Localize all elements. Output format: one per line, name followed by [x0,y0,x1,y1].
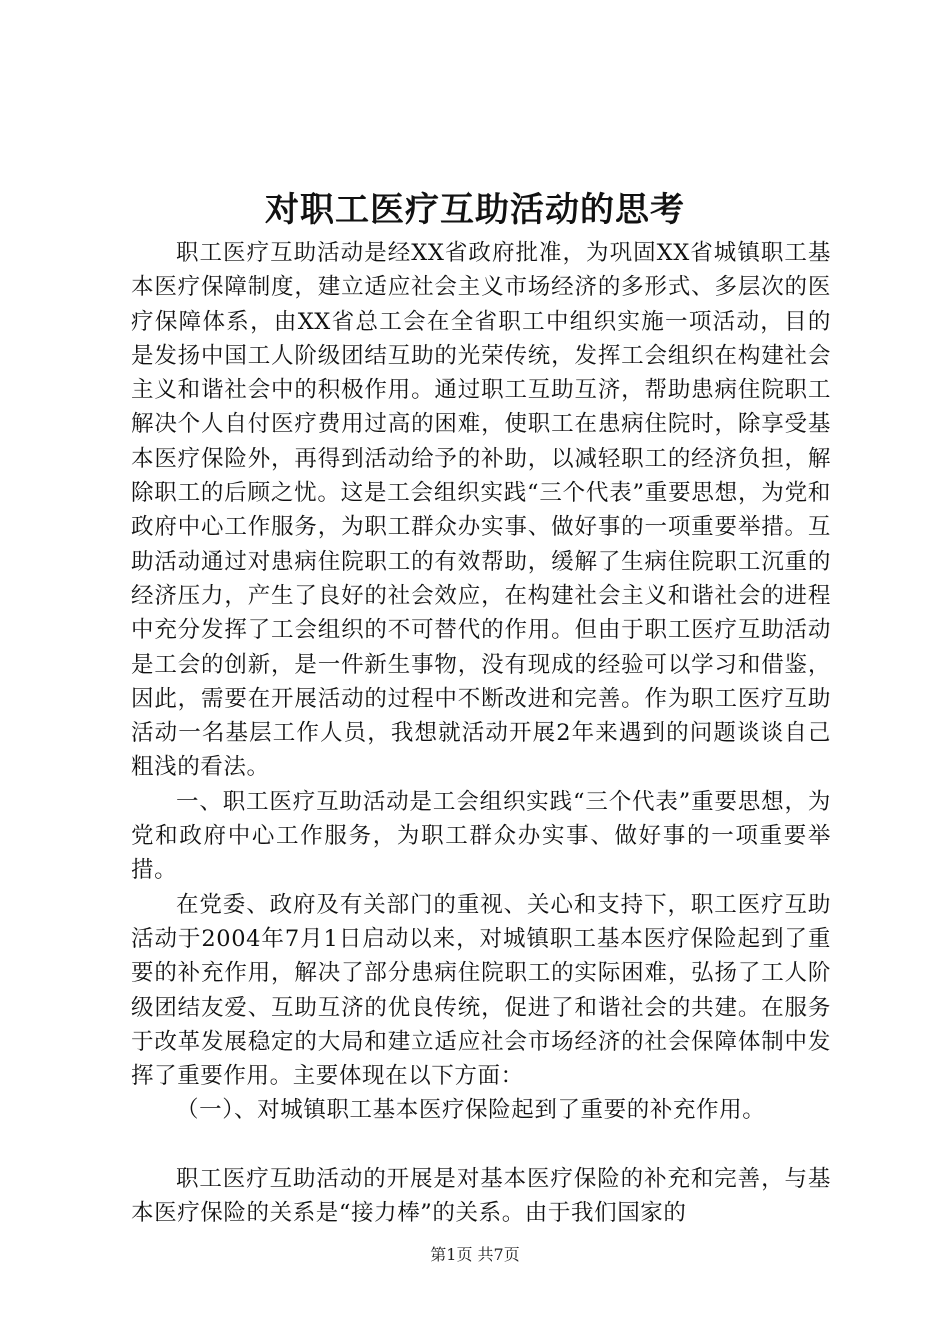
paragraph-intro: 职工医疗互助活动是经XX省政府批准，为巩固XX省城镇职工基本医疗保障制度，建立适应社会主义市场经济的多形式、多层次的医疗保障体系，由XX省总工会在全省职工中组织实施一项活动，目的是发扬中国工人阶级团结互助的光荣传统，发挥工会组织在构建社会主义和谐社会中的积极作用。通过职工互助互济，帮助患病住院职工解决个人自付医疗费用过高的困难，使职工在患病住院时，除享受基本医疗保险外，再得到活动给予的补助，以减轻职工的经济负担，解除职工的后顾之忧。这是工会组织实践“三个代表”重要思想，为党和政府中心工作服务，为职工群众办实事、做好事的一项重要举措。互助活动通过对患病住院职工的有效帮助，缓解了生病住院职工沉重的经济压力，产生了良好的社会效应，在构建社会主义和谐社会的进程中充分发挥了工会组织的不可替代的作用。但由于职工医疗互助活动是工会的创新，是一件新生事物，没有现成的经验可以学习和借鉴，因此，需要在开展活动的过程中不断改进和完善。作为职工医疗互助活动一名基层工作人员，我想就活动开展2年来遇到的问题谈谈自己粗浅的看法。 [131,240,831,781]
paragraph-section-one-body: 在党委、政府及有关部门的重视、关心和支持下，职工医疗互助活动于2004年7月1日启动以来，对城镇职工基本医疗保险起到了重要的补充作用，解决了部分患病住院职工的实际困难，弘扬了工人阶级团结友爱、互助互济的优良传统，促进了和谐社会的共建。在服务于改革发展稳定的大局和建立适应社会市场经济的社会保障体制中发挥了重要作用。主要体现在以下方面： [131,891,831,1090]
paragraph-subsection-heading: （一）、对城镇职工基本医疗保险起到了重要的补充作用。 [176,1097,766,1124]
paragraph-section-one-heading: 一、职工医疗互助活动是工会组织实践“三个代表”重要思想，为党和政府中心工作服务，为职工群众办实事、做好事的一项重要举措。 [131,788,831,884]
paragraph-subsection-body: 职工医疗互助活动的开展是对基本医疗保险的补充和完善，与基本医疗保险的关系是“接力棒”的关系。由于我们国家的 [131,1165,831,1227]
document-title: 对职工医疗互助活动的思考 [265,190,685,230]
page-number-footer: 第1页 共7页 [430,1245,520,1264]
document-body [131,236,831,1230]
